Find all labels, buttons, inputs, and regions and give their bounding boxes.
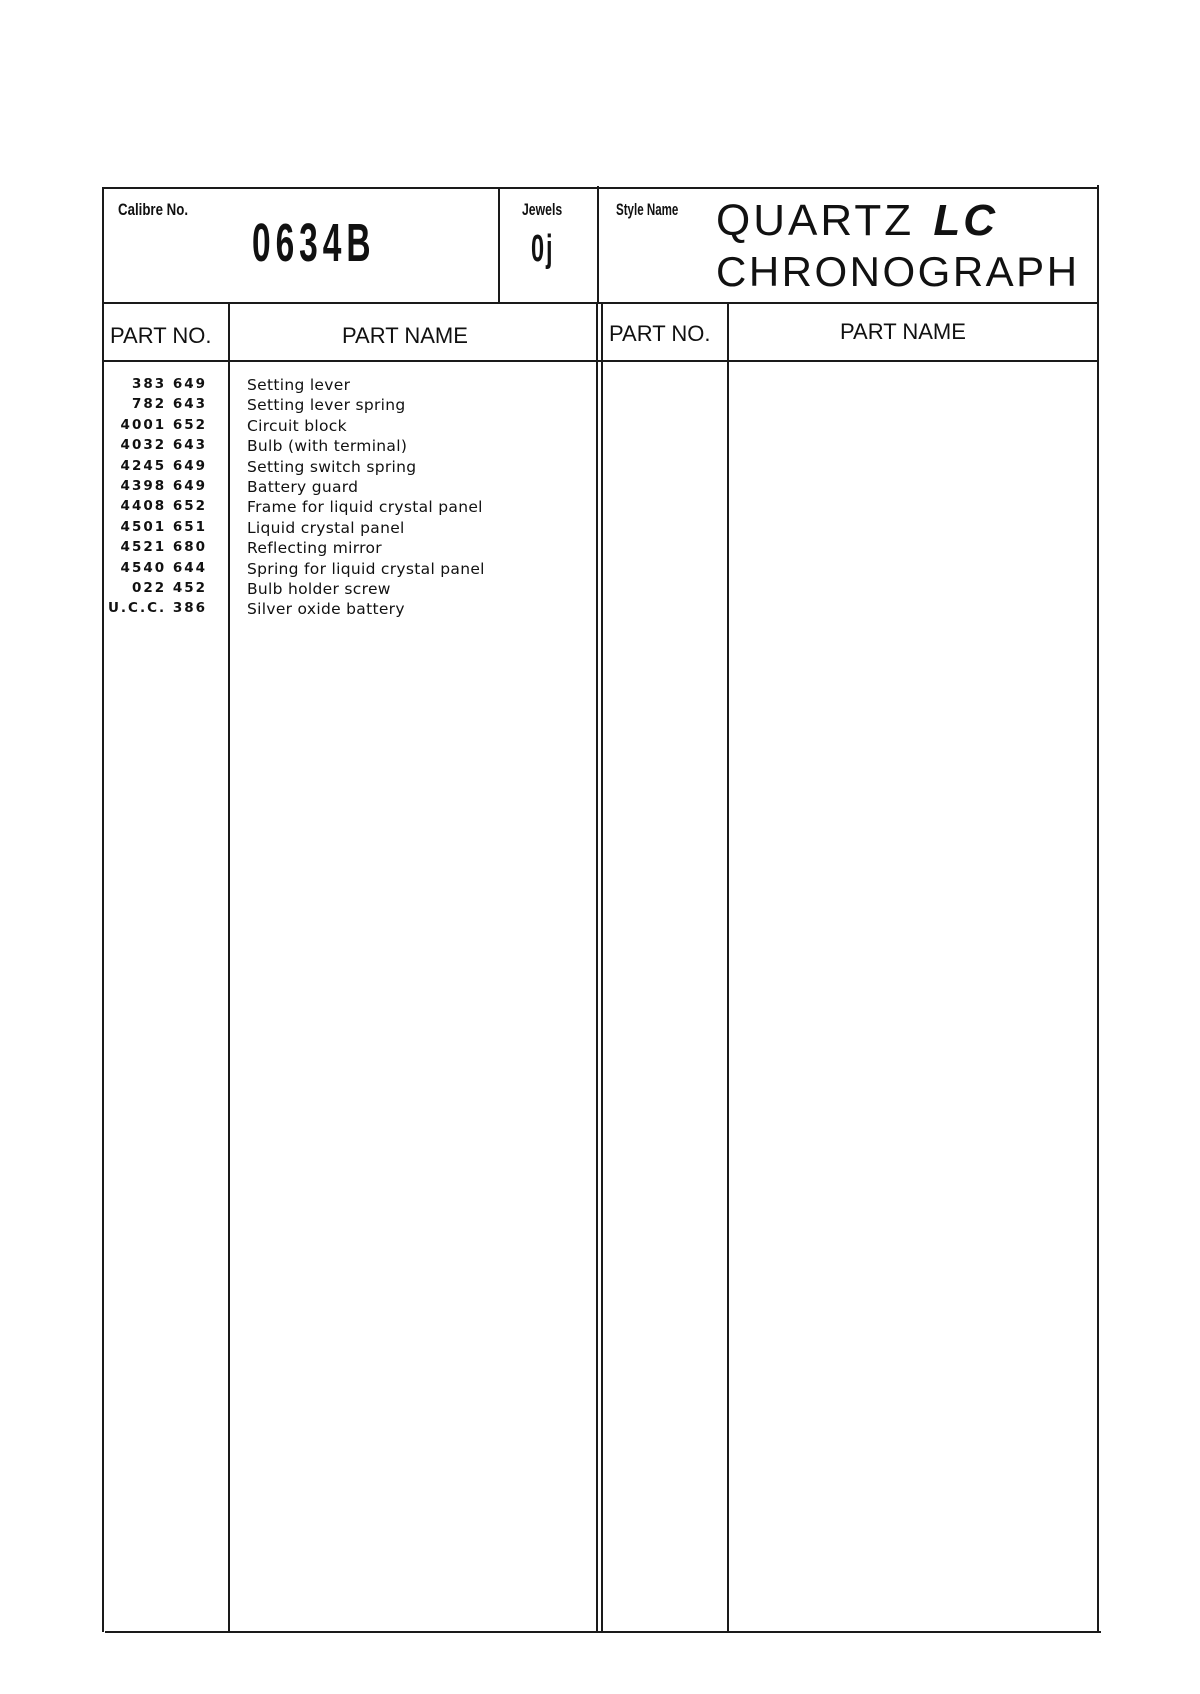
calibre-label: Calibre No. xyxy=(118,200,189,219)
part-name: Bulb holder screw xyxy=(247,579,391,598)
style-name-label: Style Name xyxy=(616,200,679,219)
table-row xyxy=(105,600,605,620)
table-row xyxy=(105,376,605,396)
frame-top xyxy=(102,187,1097,189)
part-name: Circuit block xyxy=(247,416,347,435)
jewels-divider xyxy=(498,188,500,302)
table-row xyxy=(105,396,605,416)
part-number: 383 649 xyxy=(131,376,207,392)
lc-logo: LC xyxy=(933,196,998,245)
frame-left xyxy=(102,187,104,1632)
table-row xyxy=(105,458,605,478)
part-number: U.C.C. 386 xyxy=(107,600,207,617)
part-name: Setting lever xyxy=(247,376,351,394)
left-part-name-header: PART NAME xyxy=(342,323,468,348)
part-number: 4501 651 xyxy=(120,518,207,535)
header-divider xyxy=(102,302,1097,304)
part-name: Spring for liquid crystal panel xyxy=(247,559,485,578)
part-name: Frame for liquid crystal panel xyxy=(247,498,483,517)
left-part-no-header: PART NO. xyxy=(110,323,212,348)
right-part-no-header: PART NO. xyxy=(609,321,711,346)
part-number: 4398 649 xyxy=(120,477,207,494)
right-partno-divider xyxy=(727,303,729,1632)
part-number: 022 452 xyxy=(131,579,207,596)
table-row xyxy=(105,539,605,559)
part-name: Liquid crystal panel xyxy=(247,518,405,537)
part-name: Reflecting mirror xyxy=(247,539,382,558)
part-name: Setting lever spring xyxy=(247,396,406,415)
style-name-quartz: QUARTZ xyxy=(716,196,915,245)
jewels-label: Jewels xyxy=(522,200,563,219)
part-name: Battery guard xyxy=(247,477,359,496)
part-number: 4032 643 xyxy=(120,437,207,454)
part-number: 4540 644 xyxy=(120,559,207,576)
frame-right xyxy=(1097,185,1099,1632)
part-number: 4001 652 xyxy=(120,416,207,433)
table-row xyxy=(105,478,605,498)
part-number: 4408 652 xyxy=(120,498,207,515)
table-row xyxy=(105,498,605,518)
calibre-number: 0634B xyxy=(252,213,376,273)
style-name-line2: CHRONOGRAPH xyxy=(716,248,1080,295)
part-number: 782 643 xyxy=(131,396,207,413)
right-part-name-header: PART NAME xyxy=(840,319,966,344)
part-name: Setting switch spring xyxy=(247,457,417,476)
part-name: Bulb (with terminal) xyxy=(247,437,408,456)
style-name-line1 xyxy=(716,196,998,246)
column-header-divider xyxy=(102,360,1097,362)
table-row xyxy=(105,560,605,580)
parts-list xyxy=(105,376,605,621)
part-number: 4245 649 xyxy=(120,457,207,474)
frame-bottom xyxy=(105,1631,1101,1633)
part-name: Silver oxide battery xyxy=(247,600,405,619)
table-row xyxy=(105,437,605,457)
jewels-value: 0j xyxy=(531,228,555,270)
table-row xyxy=(105,417,605,437)
table-row xyxy=(105,519,605,539)
table-row xyxy=(105,580,605,600)
style-divider xyxy=(597,186,599,302)
part-number: 4521 680 xyxy=(120,539,207,556)
